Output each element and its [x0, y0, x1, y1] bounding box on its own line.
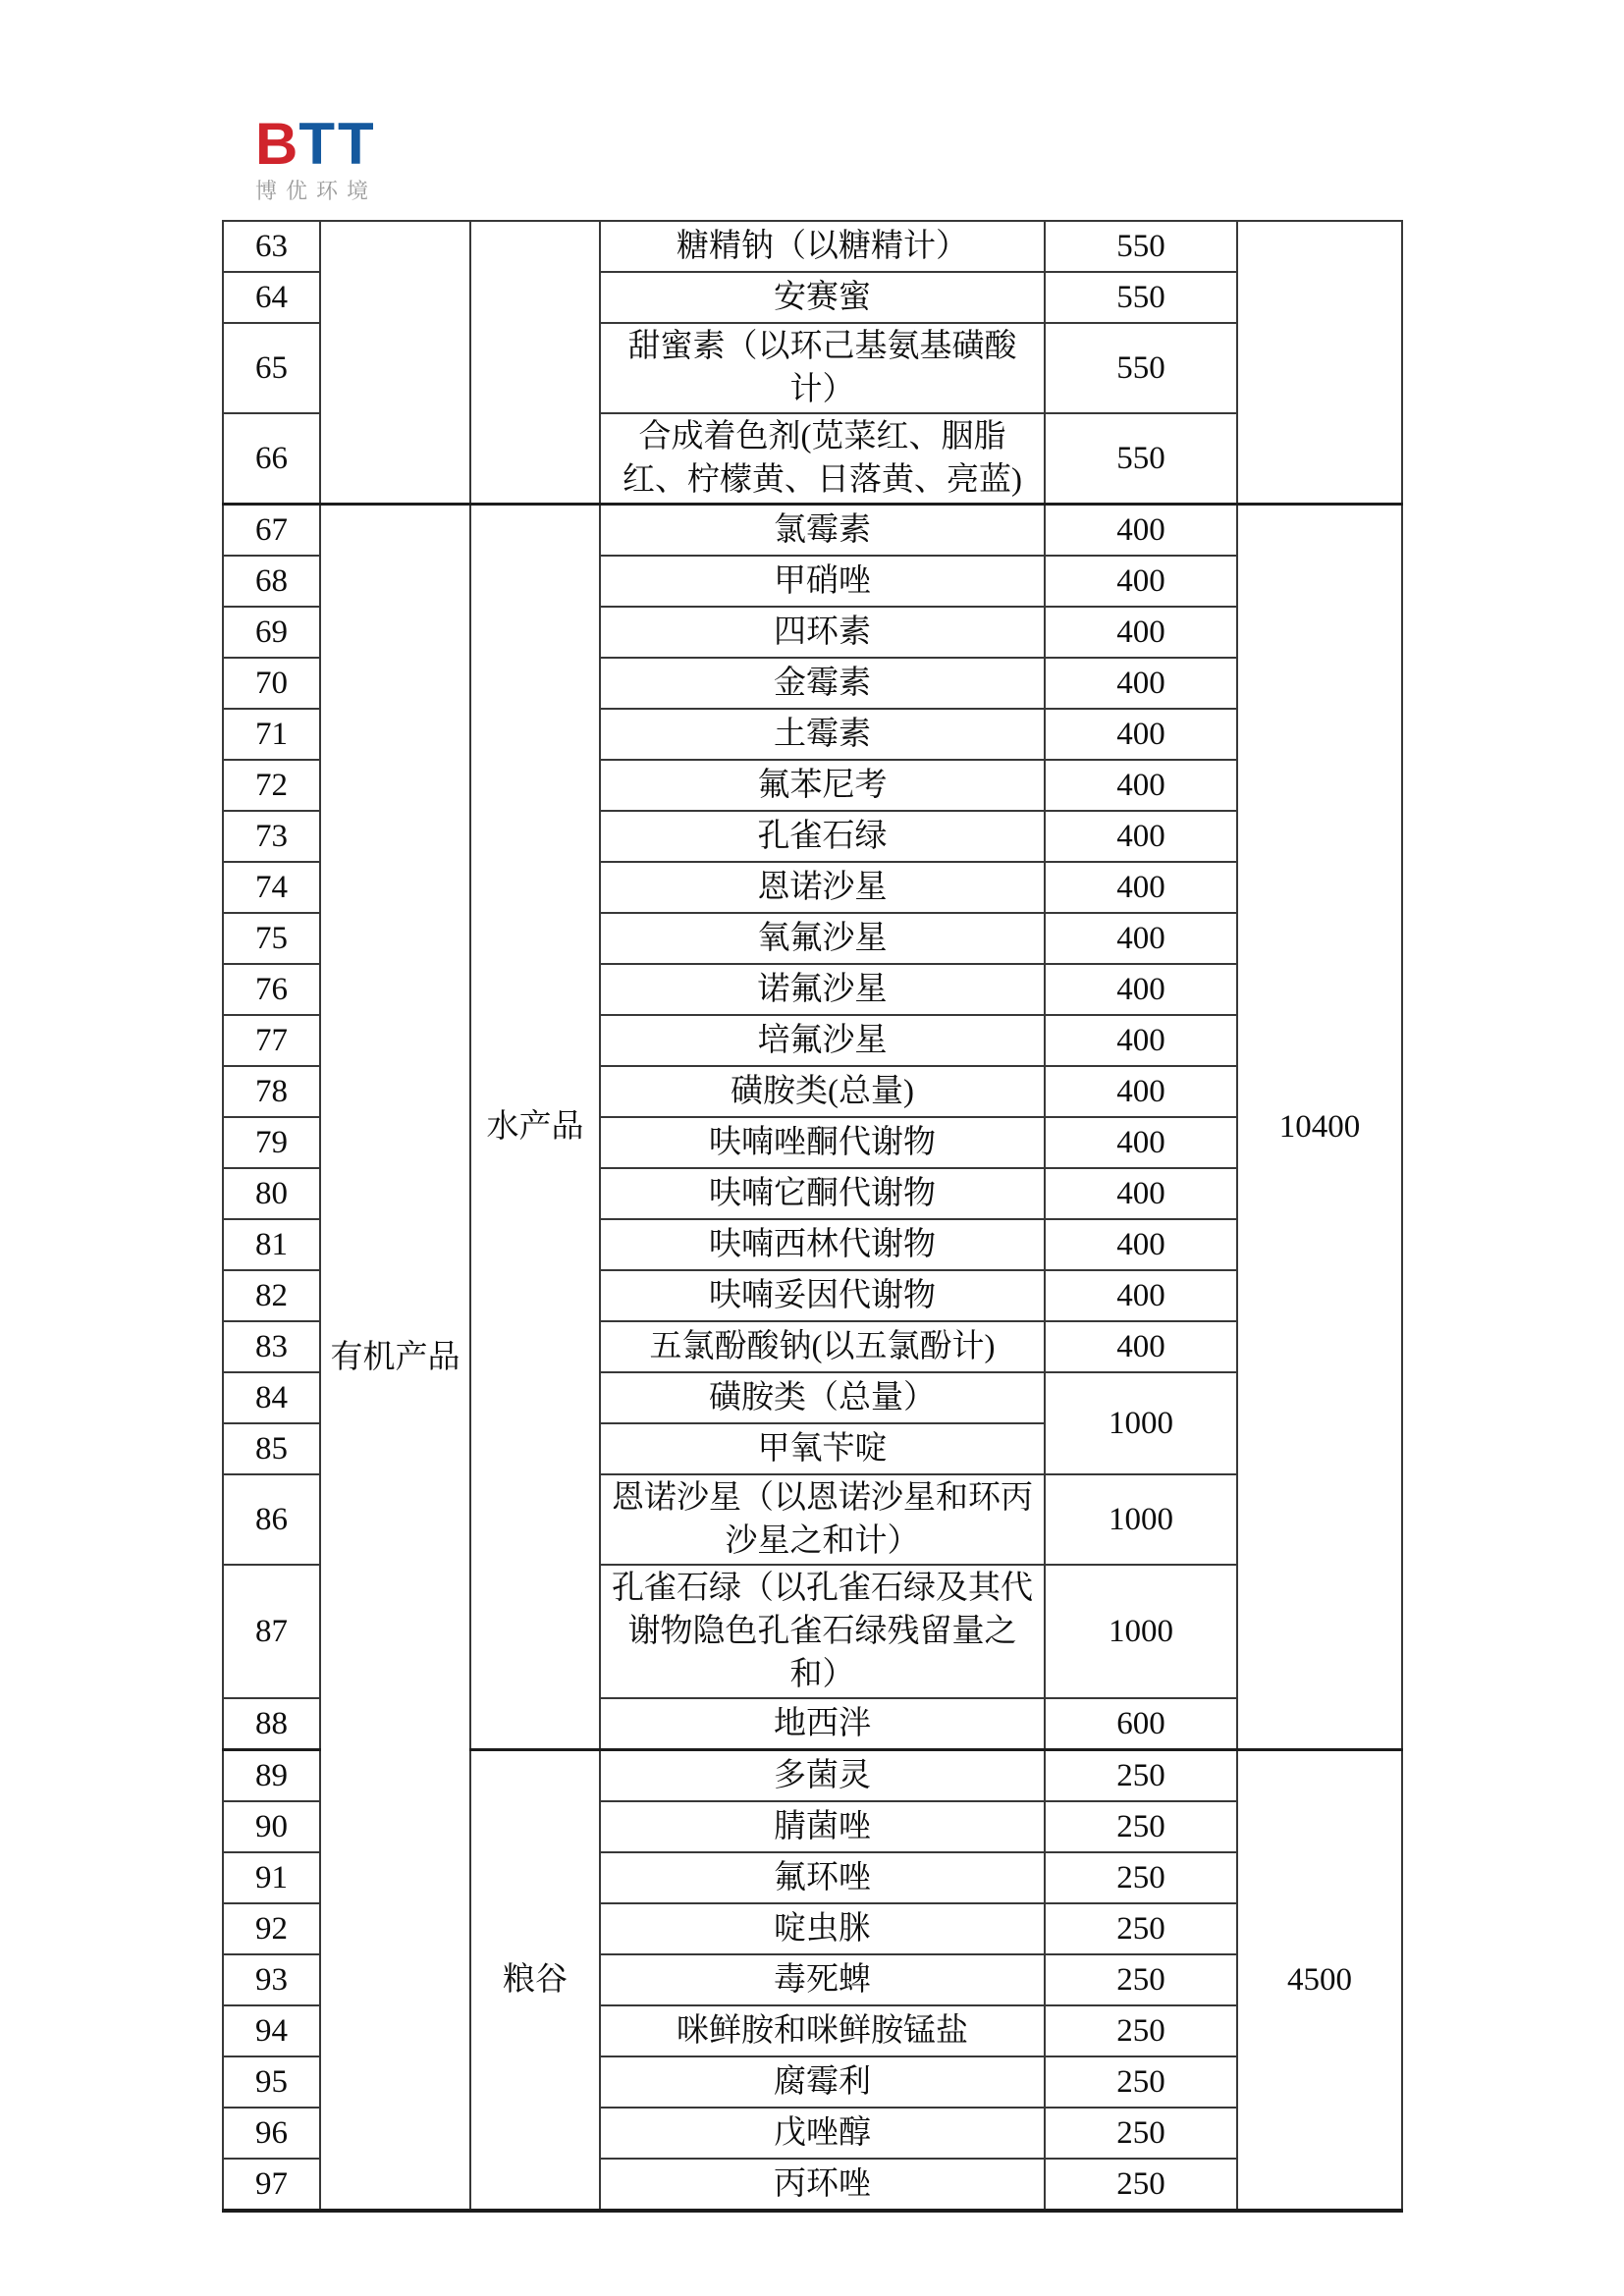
price-cell: 400 [1045, 1117, 1237, 1168]
price-cell: 250 [1045, 2159, 1237, 2211]
item-name-cell: 戊唑醇 [600, 2108, 1045, 2159]
price-cell: 600 [1045, 1698, 1237, 1750]
item-name-cell: 金霉素 [600, 658, 1045, 709]
item-name-cell: 磺胺类（总量） [600, 1372, 1045, 1423]
item-name-cell: 四环素 [600, 607, 1045, 658]
item-name-cell: 腈菌唑 [600, 1801, 1045, 1852]
row-number-cell: 96 [223, 2108, 320, 2159]
price-cell: 400 [1045, 556, 1237, 607]
row-number-cell: 94 [223, 2005, 320, 2056]
fee-table-body [223, 221, 1402, 2211]
row-number-cell: 86 [223, 1474, 320, 1565]
price-cell: 400 [1045, 1219, 1237, 1270]
price-cell: 400 [1045, 1066, 1237, 1117]
price-cell: 550 [1045, 323, 1237, 413]
row-number-cell: 90 [223, 1801, 320, 1852]
row-number-cell: 70 [223, 658, 320, 709]
row-number-cell: 83 [223, 1321, 320, 1372]
row-number-cell: 77 [223, 1015, 320, 1066]
price-cell: 400 [1045, 862, 1237, 913]
subtotal-cell: 10400 [1237, 505, 1402, 1750]
item-name-cell: 恩诺沙星 [600, 862, 1045, 913]
table-row [223, 505, 1402, 557]
logo-subtitle: 博优环境 [255, 179, 378, 203]
item-name-cell: 地西泮 [600, 1698, 1045, 1750]
row-number-cell: 91 [223, 1852, 320, 1903]
price-cell: 250 [1045, 1801, 1237, 1852]
row-number-cell: 79 [223, 1117, 320, 1168]
price-cell: 400 [1045, 658, 1237, 709]
logo-wordmark [255, 111, 377, 177]
item-name-cell: 甜蜜素（以环己基氨基磺酸计） [600, 323, 1045, 413]
price-cell: 400 [1045, 607, 1237, 658]
item-name-cell: 土霉素 [600, 709, 1045, 760]
row-number-cell: 65 [223, 323, 320, 413]
logo-letter-b: B [255, 111, 299, 177]
item-name-cell: 磺胺类(总量) [600, 1066, 1045, 1117]
price-cell: 400 [1045, 505, 1237, 557]
item-name-cell: 呋喃西林代谢物 [600, 1219, 1045, 1270]
item-name-cell: 呋喃妥因代谢物 [600, 1270, 1045, 1321]
row-number-cell: 63 [223, 221, 320, 272]
row-number-cell: 69 [223, 607, 320, 658]
row-number-cell: 78 [223, 1066, 320, 1117]
row-number-cell: 92 [223, 1903, 320, 1954]
item-name-cell: 腐霉利 [600, 2056, 1045, 2108]
item-name-cell: 呋喃唑酮代谢物 [600, 1117, 1045, 1168]
company-logo [255, 111, 378, 204]
item-name-cell: 氟苯尼考 [600, 760, 1045, 811]
item-name-cell: 恩诺沙星（以恩诺沙星和环丙沙星之和计） [600, 1474, 1045, 1565]
item-name-cell: 啶虫脒 [600, 1903, 1045, 1954]
row-number-cell: 85 [223, 1423, 320, 1474]
price-cell: 400 [1045, 1321, 1237, 1372]
price-cell: 250 [1045, 1954, 1237, 2005]
row-number-cell: 64 [223, 272, 320, 323]
price-cell: 250 [1045, 1750, 1237, 1802]
row-number-cell: 81 [223, 1219, 320, 1270]
row-number-cell: 76 [223, 964, 320, 1015]
item-name-cell: 合成着色剂(苋菜红、胭脂红、柠檬黄、日落黄、亮蓝) [600, 413, 1045, 505]
item-name-cell: 氧氟沙星 [600, 913, 1045, 964]
item-name-cell: 丙环唑 [600, 2159, 1045, 2211]
row-number-cell: 72 [223, 760, 320, 811]
item-name-cell: 氟环唑 [600, 1852, 1045, 1903]
row-number-cell: 97 [223, 2159, 320, 2211]
price-cell: 250 [1045, 1852, 1237, 1903]
row-number-cell: 84 [223, 1372, 320, 1423]
price-cell: 400 [1045, 760, 1237, 811]
price-cell: 400 [1045, 964, 1237, 1015]
price-cell: 400 [1045, 709, 1237, 760]
row-number-cell: 89 [223, 1750, 320, 1802]
item-name-cell: 糖精钠（以糖精计） [600, 221, 1045, 272]
price-cell: 550 [1045, 272, 1237, 323]
item-name-cell: 多菌灵 [600, 1750, 1045, 1802]
price-cell: 250 [1045, 2056, 1237, 2108]
fee-table [222, 220, 1403, 2213]
price-cell: 400 [1045, 1015, 1237, 1066]
item-name-cell: 氯霉素 [600, 505, 1045, 557]
price-cell: 250 [1045, 2108, 1237, 2159]
row-number-cell: 68 [223, 556, 320, 607]
table-row [223, 221, 1402, 272]
row-number-cell: 75 [223, 913, 320, 964]
item-name-cell: 五氯酚酸钠(以五氯酚计) [600, 1321, 1045, 1372]
row-number-cell: 66 [223, 413, 320, 505]
item-name-cell: 甲硝唑 [600, 556, 1045, 607]
subtotal-cell [1237, 221, 1402, 505]
row-number-cell: 88 [223, 1698, 320, 1750]
item-name-cell: 呋喃它酮代谢物 [600, 1168, 1045, 1219]
item-name-cell: 孔雀石绿 [600, 811, 1045, 862]
price-cell: 1000 [1045, 1474, 1237, 1565]
item-name-cell: 培氟沙星 [600, 1015, 1045, 1066]
item-name-cell: 甲氧苄啶 [600, 1423, 1045, 1474]
row-number-cell: 95 [223, 2056, 320, 2108]
price-cell: 250 [1045, 1903, 1237, 1954]
price-cell: 550 [1045, 413, 1237, 505]
row-number-cell: 71 [223, 709, 320, 760]
subtotal-cell: 4500 [1237, 1750, 1402, 2212]
item-name-cell: 孔雀石绿（以孔雀石绿及其代谢物隐色孔雀石绿残留量之和） [600, 1565, 1045, 1698]
price-cell: 1000 [1045, 1565, 1237, 1698]
price-cell: 1000 [1045, 1372, 1237, 1474]
item-name-cell: 毒死蜱 [600, 1954, 1045, 2005]
item-name-cell: 诺氟沙星 [600, 964, 1045, 1015]
price-cell: 250 [1045, 2005, 1237, 2056]
subcategory-cell: 粮谷 [470, 1750, 600, 2212]
price-cell: 400 [1045, 913, 1237, 964]
row-number-cell: 80 [223, 1168, 320, 1219]
price-cell: 400 [1045, 1168, 1237, 1219]
row-number-cell: 74 [223, 862, 320, 913]
category-cell [320, 221, 470, 505]
category-cell: 有机产品 [320, 505, 470, 2212]
item-name-cell: 安赛蜜 [600, 272, 1045, 323]
logo-letters-tt: TT [298, 111, 377, 177]
row-number-cell: 87 [223, 1565, 320, 1698]
price-cell: 400 [1045, 1270, 1237, 1321]
price-cell: 400 [1045, 811, 1237, 862]
subcategory-cell [470, 221, 600, 505]
price-cell: 550 [1045, 221, 1237, 272]
subcategory-cell: 水产品 [470, 505, 600, 1750]
row-number-cell: 82 [223, 1270, 320, 1321]
item-name-cell: 咪鲜胺和咪鲜胺锰盐 [600, 2005, 1045, 2056]
row-number-cell: 67 [223, 505, 320, 557]
row-number-cell: 93 [223, 1954, 320, 2005]
row-number-cell: 73 [223, 811, 320, 862]
